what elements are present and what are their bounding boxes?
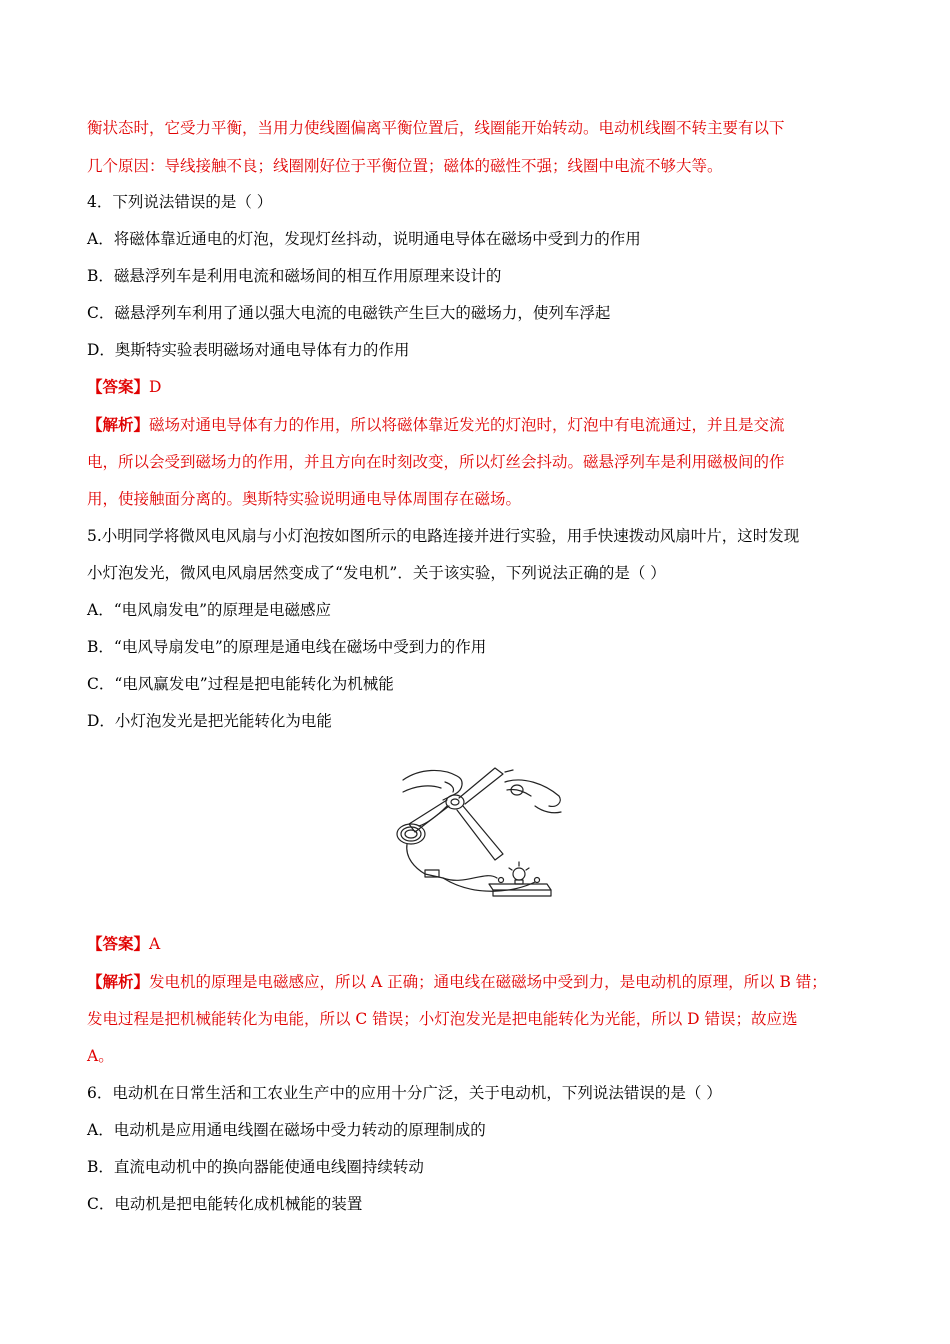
question-6-option-c: C．电动机是把电能转化成机械能的装置 — [87, 1195, 363, 1213]
question-4-answer — [87, 377, 161, 397]
question-4-option-b: B．磁悬浮列车是利用电流和磁场间的相互作用原理来设计的 — [87, 267, 502, 285]
question-5-option-b: B．“电风导扇发电”的原理是通电线在磁场中受到力的作用 — [87, 638, 487, 656]
question-4-analysis — [87, 415, 785, 435]
question-5-stem-cont: 小灯泡发光，微风电风扇居然变成了“发电机”．关于该实验，下列说法正确的是（ ） — [87, 564, 666, 582]
answer-value: A — [149, 935, 161, 953]
analysis-text: 发电机的原理是电磁感应，所以 A 正确；通电线在磁磁场中受到力，是电动机的原理，所以 B 错； — [149, 973, 827, 991]
question-5-stem: 5.小明同学将微风电风扇与小灯泡按如图所示的电路连接并进行实验，用手快速拨动风扇叶片，这时发现 — [87, 527, 800, 545]
question-6-stem: 6．电动机在日常生活和工农业生产中的应用十分广泛，关于电动机，下列说法错误的是（ ） — [87, 1084, 722, 1102]
question-5-answer — [87, 934, 160, 954]
question-4-option-a: A．将磁体靠近通电的灯泡，发现灯丝抖动，说明通电导体在磁场中受到力的作用 — [87, 230, 641, 248]
analysis-text-line: 几个原因：导线接触不良；线圈刚好位于平衡位置；磁体的磁性不强；线圈中电流不够大等。 — [87, 157, 723, 175]
analysis-text-line: 用，使接触面分离的。奥斯特实验说明通电导体周围存在磁场。 — [87, 490, 522, 508]
fan-generator-figure — [385, 762, 565, 907]
answer-value: D — [149, 378, 162, 396]
analysis-tag: 【解析】 — [87, 415, 150, 434]
question-4-option-c: C．磁悬浮列车利用了通以强大电流的电磁铁产生巨大的磁场力，使列车浮起 — [87, 304, 611, 322]
question-6-option-a: A．电动机是应用通电线圈在磁场中受力转动的原理制成的 — [87, 1121, 486, 1139]
question-6-option-b: B．直流电动机中的换向器能使通电线圈持续转动 — [87, 1158, 424, 1176]
analysis-tag: 【解析】 — [87, 972, 150, 991]
analysis-text-line: A。 — [87, 1047, 114, 1065]
answer-tag: 【答案】 — [87, 377, 150, 396]
analysis-text-line: 电，所以会受到磁场力的作用，并且方向在时刻改变，所以灯丝会抖动。磁悬浮列车是利用磁极间的作 — [87, 453, 785, 471]
question-4-option-d: D．奥斯特实验表明磁场对通电导体有力的作用 — [87, 341, 410, 359]
question-5-option-c: C．“电风赢发电”过程是把电能转化为机械能 — [87, 675, 394, 693]
question-4-stem: 4．下列说法错误的是（ ） — [87, 193, 273, 211]
question-5-analysis — [87, 972, 827, 992]
question-5-option-d: D．小灯泡发光是把光能转化为电能 — [87, 712, 332, 730]
analysis-text-line: 发电过程是把机械能转化为电能，所以 C 错误；小灯泡发光是把电能转化为光能，所以 D 错误；故应选 — [87, 1010, 798, 1028]
question-5-option-a: A．“电风扇发电”的原理是电磁感应 — [87, 601, 332, 619]
answer-tag: 【答案】 — [87, 934, 150, 953]
analysis-text: 磁场对通电导体有力的作用，所以将磁体靠近发光的灯泡时，灯泡中有电流通过，并且是交流 — [149, 416, 785, 434]
analysis-text-line: 衡状态时，它受力平衡，当用力使线圈偏离平衡位置后，线圈能开始转动。电动机线圈不转主要有以下 — [87, 119, 785, 137]
